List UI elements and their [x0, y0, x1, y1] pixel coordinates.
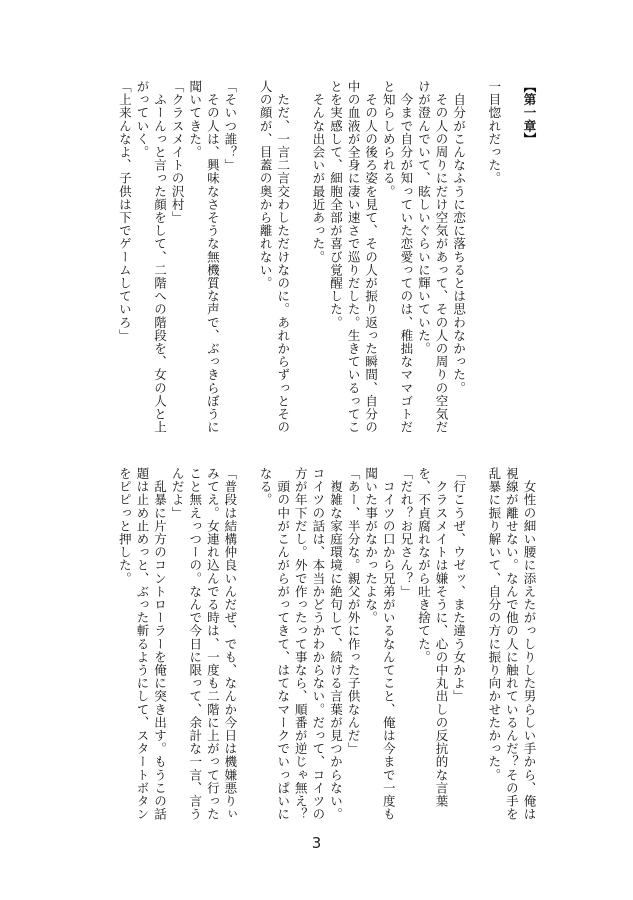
text-line: その人の周りにだけ空気があって、その人の周りの空気だ: [434, 80, 450, 434]
text-line: 乱暴に片方のコントローラーを俺に突き出す。もうこの話: [152, 467, 168, 821]
text-line: んだよ」: [170, 467, 186, 520]
text-line: 「上来んなよ、子供は下でゲームしていろ」: [117, 80, 133, 342]
text-line: と知らしめられる。: [381, 80, 397, 198]
text-line: 「普段は結構仲良いんだぜ、でも、なんか今日は機嫌悪りぃ: [222, 467, 238, 821]
text-line: 中の血液が全身に凄い速さで巡りだした。生きているってこ: [346, 80, 362, 434]
text-line: 題は止め止めっと、ぶった斬るようにして、スタートボタン: [134, 467, 150, 821]
spacer: [468, 467, 486, 827]
text-line: 複雑な家庭環境に絶句して、続ける言葉が見つからない。: [328, 467, 344, 821]
text-line: 「そいつ誰？」: [222, 80, 238, 172]
spacer: [503, 80, 521, 440]
text-line: クラスメイトは嫌そうに、心の中丸出しの反抗的な言葉: [434, 467, 450, 808]
text-line: 自分がこんなふうに恋に落ちるとは思わなかった。: [451, 80, 467, 395]
text-line: けが澄んでいて、眩しいぐらいに輝いていた。: [416, 80, 432, 356]
lower-text-block: [113, 467, 538, 827]
chapter-heading: 【第一章】: [522, 80, 537, 146]
spacer: [239, 467, 257, 827]
text-line: なる。: [258, 467, 274, 507]
text-line: 「だれ？お兄さん？」: [398, 467, 414, 598]
text-line: コイツの口から兄弟がいるなんてこと、俺は今まで一度も: [381, 467, 397, 821]
text-line: 女性の細い腰に添えたがっしりした男らしい手から、俺は: [522, 467, 537, 821]
text-line: を、不貞腐れながら吐き捨てた。: [416, 467, 432, 664]
text-line: 乱暴に振り解いて、自分の方に振り向かせたかった。: [486, 467, 502, 782]
text-line: とを実感して、細胞全部が喜び覚醒した。: [328, 80, 344, 329]
text-line: がっていく。: [134, 80, 150, 159]
spacer: [292, 80, 310, 440]
text-line: 聞いてきた。: [187, 80, 203, 159]
spacer: [239, 80, 257, 440]
text-line: 今まで自分が知っていた恋愛ってのは、稚拙なママゴトだ: [398, 80, 414, 434]
text-line: 「あー、半分な。親父が外に作った子供なんだ」: [346, 467, 362, 756]
text-line: 視線が離せない。なんで他の人に触れているんだ？その手を: [504, 467, 520, 821]
text-line: その人の後ろ姿を見て、その人が振り返った瞬間、自分の: [363, 80, 379, 434]
page-number: 3: [311, 834, 322, 852]
text-line: 方が年下だし。外で作ったって事なら、順番が逆じゃ無え？: [293, 467, 309, 821]
text-line: をピピっと押した。: [117, 467, 133, 585]
upper-text-block: [113, 80, 538, 440]
text-line: 一目惚れだった。: [486, 80, 502, 185]
text-line: その人は、興味なさそうな無機質な声で、ぶっきらぼうに: [205, 80, 221, 434]
text-line: そんな出会いが最近あった。: [310, 80, 326, 264]
text-line: 「クラスメイトの沢村」: [170, 80, 186, 225]
text-line: 「行こうぜ、ウゼッ、また違う女かよ」: [451, 467, 467, 703]
text-line: ただ、一言二言交わしただけなのに。あれからずっとその: [275, 80, 291, 434]
text-line: 聞いた事がなかったよな。: [363, 467, 379, 625]
text-line: コイツの話は、本当かどうかわからない。だって、コイツの: [310, 467, 326, 821]
text-line: ふーんっと言った顔をして、二階への階段を、女の人と上: [152, 80, 168, 434]
spacer: [468, 80, 486, 440]
text-line: みてえ。女連れ込んでる時は、一度も二階に上がって行った: [205, 467, 221, 821]
text-line: 人の顔が、目蓋の奥から離れない。: [258, 80, 274, 290]
text-line: こと無えっつーの。なんで今日に限って、余計な一言、言う: [187, 467, 203, 821]
text-line: 頭の中がこんがらがってきて、はてなマークでいっぱいに: [275, 467, 291, 821]
